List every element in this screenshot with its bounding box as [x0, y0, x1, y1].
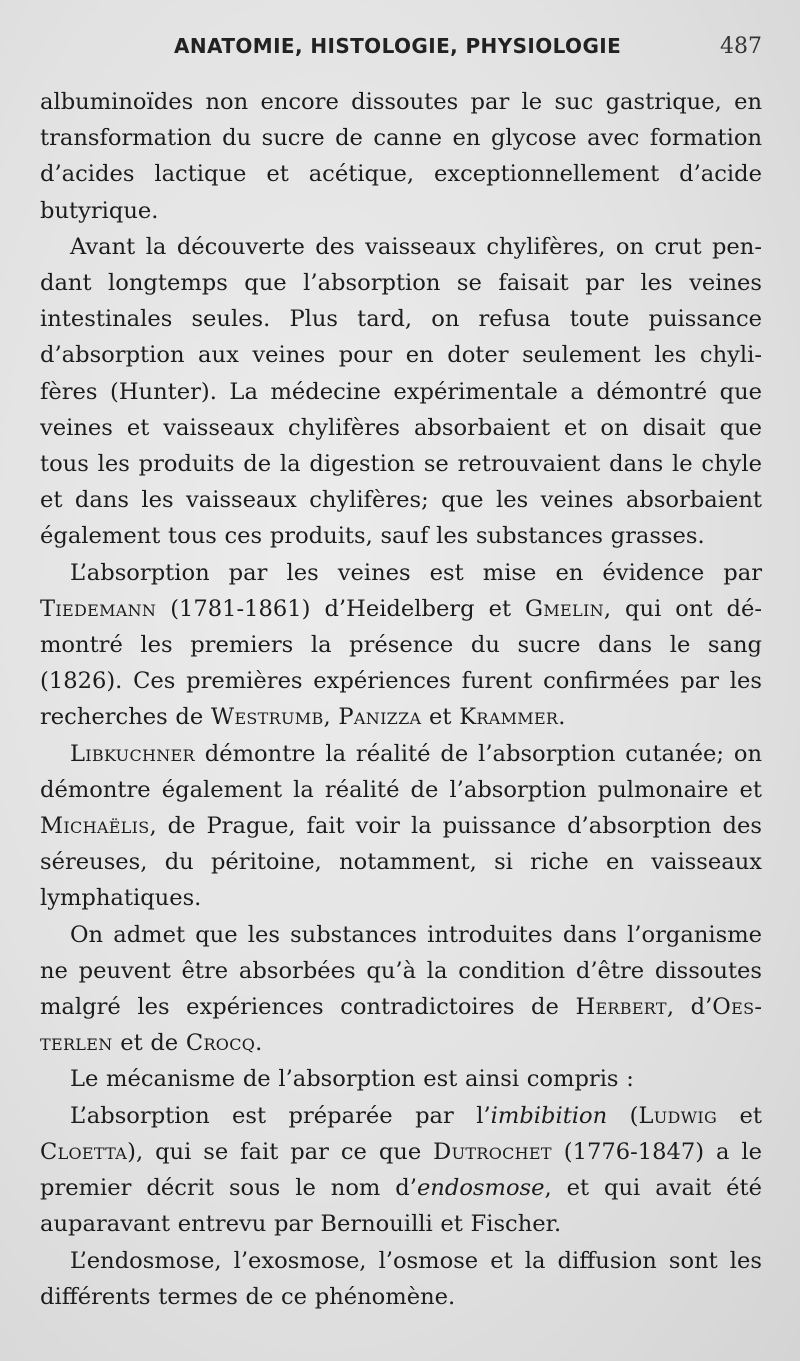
author-name: Oesterlen: [40, 994, 762, 1057]
paragraph-6: Le mécanisme de l’absorption est ainsi compris :: [70, 1066, 634, 1093]
paragraph-4: Libkuchner démontre la réalité de l’absorption cutanée; on démontre également la réalité de l’absorption pulmonaire et Michaëlis, de Prague, fait voir la puissance d’absorption des séreuses, du péritoine, notamment, si riche en vaisseaux lymphatiques.: [40, 740, 762, 912]
italic-term: imbibition: [490, 1102, 608, 1129]
author-name: Krammer: [459, 704, 559, 731]
paragraph-2: Avant la découverte des vaisseaux chylifères, on crut pendant longtemps que l’absorption se faisait par les veines intestinales seules. Plus tard, on refusa toute puissance d’absorption aux veines pour en doter seulement les chylifères (Hunter). La médecine expérimentale a démontré que veines et vaisseaux chylifères absorbaient et on disait que tous les produits de la digestion se retrouvaient dans le chyle et dans les vaisseaux chylifères; que les veines absorbaient également tous ces produits, sauf les substances grasses.: [40, 233, 762, 550]
page-number: 487: [720, 34, 762, 59]
author-name: Tiedemann: [40, 595, 157, 622]
author-name: Panizza: [338, 704, 422, 731]
author-name: Ludwig: [638, 1102, 718, 1129]
paragraph-8: L’endosmose, l’exosmose, l’osmose et la diffusion sont les différents termes de ce phénomène.: [40, 1247, 762, 1310]
italic-term: endosmose: [416, 1175, 545, 1202]
author-name: Herbert: [575, 994, 667, 1021]
author-name: Crocq: [185, 1030, 256, 1057]
paragraph-3: L’absorption par les veines est mise en évidence par Tiedemann (1781-1861) d’Heidelberg et Gmelin, qui ont démontré les premiers la présence du sucre dans le sang (1826). Ces premières expériences furent confirmées par les recherches de Westrumb, Panizza et Krammer.: [40, 559, 762, 731]
page-header: [0, 34, 800, 64]
running-title: ANATOMIE, HISTOLOGIE, PHYSIOLOGIE: [174, 34, 622, 58]
author-name: Cloetta: [40, 1138, 128, 1165]
author-name: Westrumb: [210, 704, 324, 731]
author-name: Libkuchner: [70, 740, 195, 767]
paragraph-1: albuminoïdes non encore dissoutes par le suc gastrique, en transformation du sucre de canne en glycose avec formation d’acides lactique et acétique, exceptionnellement d’acide butyrique.: [40, 89, 762, 224]
author-name: Dutrochet: [433, 1138, 552, 1165]
body-text: [40, 84, 762, 1315]
author-name: Gmelin: [525, 595, 604, 622]
paragraph-5: On admet que les substances introduites dans l’organisme ne peuvent être absorbées qu’à la condition d’être dissoutes malgré les expériences contradictoires de Herbert, d’Oesterlen et de Crocq.: [40, 921, 762, 1057]
author-name: Michaëlis: [40, 813, 150, 840]
paragraph-7: L’absorption est préparée par l’imbibition (Ludwig et Cloetta), qui se fait par ce que Dutrochet (1776-1847) a le premier décrit sous le nom d’endosmose, et qui avait été auparavant entrevu par Bernouilli et Fischer.: [40, 1102, 762, 1238]
